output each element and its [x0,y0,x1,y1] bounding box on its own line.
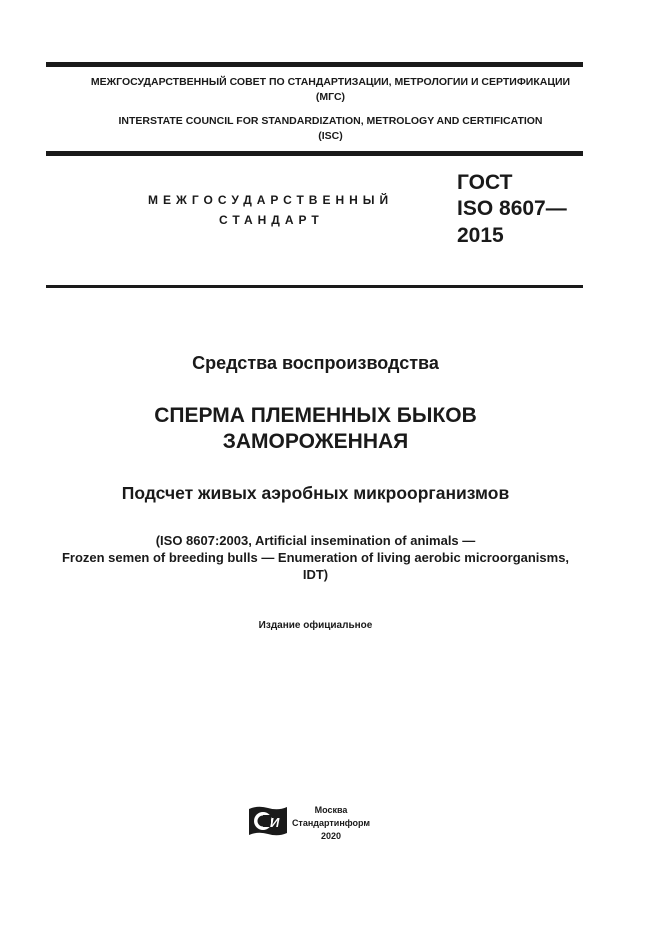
edition-label: Издание официальное [258,620,373,631]
publisher-name: Стандартинформ [291,818,371,828]
council-ru: МЕЖГОСУДАРСТВЕННЫЙ СОВЕТ ПО СТАНДАРТИЗАЦИИ, МЕТРОЛОГИИ И СЕРТИФИКАЦИИ [90,76,571,88]
council-en-abbr: (ISC) [318,130,343,142]
standard-code-line1: ГОСТ [457,171,513,194]
bottom-rule [46,285,583,288]
standartinform-logo-icon [248,805,288,837]
standard-code-line2: ISO 8607— [457,197,567,220]
middle-rule [46,151,583,156]
iso-reference-line2: Frozen semen of breeding bulls — Enumeration of living aerobic microorganisms, [61,550,570,565]
category-title: Средства воспроизводства [192,353,439,373]
publisher-year: 2020 [320,831,342,841]
standard-type-line2: СТАНДАРТ [219,213,324,227]
iso-reference-line1: (ISO 8607:2003, Artificial insemination of animals — [155,533,476,548]
top-rule [46,62,583,67]
iso-reference-line3: IDT) [302,567,329,582]
publisher-city: Москва [314,805,348,815]
main-title-line2: ЗАМОРОЖЕННАЯ [222,430,409,453]
main-title-line1: СПЕРМА ПЛЕМЕННЫХ БЫКОВ [154,404,477,427]
council-en: INTERSTATE COUNCIL FOR STANDARDIZATION, METROLOGY AND CERTIFICATION [118,115,543,127]
svg-text:И: И [270,815,280,830]
subtitle: Подсчет живых аэробных микроорганизмов [121,483,510,503]
standard-type-line1: МЕЖГОСУДАРСТВЕННЫЙ [148,193,394,207]
council-ru-abbr: (МГС) [315,91,346,103]
publisher-logo [248,805,288,837]
standard-code-line3: 2015 [457,224,504,247]
